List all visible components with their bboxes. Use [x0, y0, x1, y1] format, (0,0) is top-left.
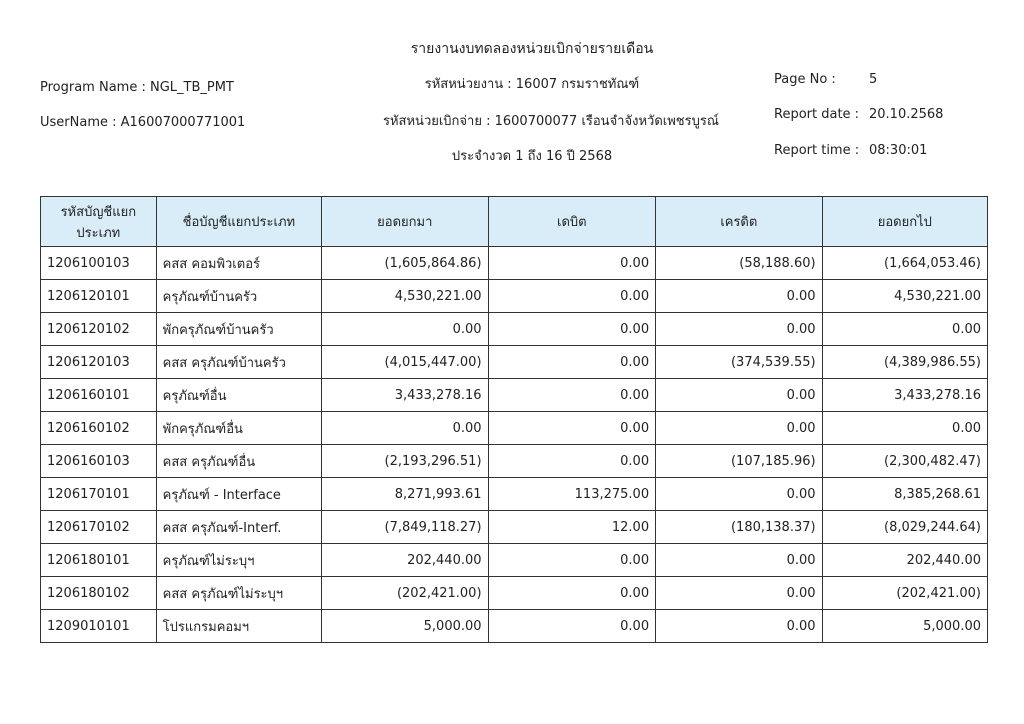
username: UserName : A16007000771001	[40, 115, 246, 130]
cell-account-name: พักครุภัณฑ์อื่น	[156, 412, 321, 445]
cell-account-code: 1209010101	[41, 610, 157, 643]
cell-credit: 0.00	[656, 577, 822, 610]
table-header-row	[41, 197, 988, 247]
table-row	[41, 346, 988, 379]
cell-opening-balance: (7,849,118.27)	[322, 511, 488, 544]
cell-account-code: 1206180101	[41, 544, 157, 577]
table-row	[41, 445, 988, 478]
cell-credit: (374,539.55)	[656, 346, 822, 379]
cell-debit: 0.00	[488, 346, 656, 379]
cell-closing-balance: 4,530,221.00	[822, 280, 987, 313]
report-period: ประจำงวด 1 ถึง 16 ปี 2568	[451, 149, 613, 164]
cell-closing-balance: (4,389,986.55)	[822, 346, 987, 379]
cell-account-name: คสส คอมพิวเตอร์	[156, 247, 321, 280]
cell-credit: (107,185.96)	[656, 445, 822, 478]
cell-opening-balance: 5,000.00	[322, 610, 488, 643]
header-account-code: รหัสบัญชีแยกประเภท	[41, 197, 157, 247]
header-credit: เครดิต	[656, 197, 822, 247]
cell-account-name: คสส ครุภัณฑ์บ้านครัว	[156, 346, 321, 379]
cell-account-code: 1206160101	[41, 379, 157, 412]
program-name: Program Name : NGL_TB_PMT	[40, 80, 234, 95]
agency-code: รหัสหน่วยงาน : 16007 กรมราชทัณฑ์	[424, 77, 640, 92]
report-date-label: Report date :	[774, 107, 860, 122]
cell-opening-balance: 8,271,993.61	[322, 478, 488, 511]
cell-account-code: 1206100103	[41, 247, 157, 280]
cell-account-name: คสส ครุภัณฑ์-Interf.	[156, 511, 321, 544]
cell-debit: 0.00	[488, 577, 656, 610]
table-row	[41, 610, 988, 643]
cell-account-name: โปรแกรมคอมฯ	[156, 610, 321, 643]
report-time-label: Report time :	[774, 143, 860, 158]
cell-debit: 0.00	[488, 610, 656, 643]
cell-credit: (180,138.37)	[656, 511, 822, 544]
cell-account-code: 1206120103	[41, 346, 157, 379]
cell-closing-balance: 5,000.00	[822, 610, 987, 643]
table-row	[41, 280, 988, 313]
cell-opening-balance: 202,440.00	[322, 544, 488, 577]
report-title: รายงานงบทดลองหน่วยเบิกจ่ายรายเดือน	[410, 41, 654, 57]
cell-account-code: 1206170102	[41, 511, 157, 544]
table-row	[41, 412, 988, 445]
cell-opening-balance: (202,421.00)	[322, 577, 488, 610]
table-body	[41, 247, 988, 643]
cell-closing-balance: (2,300,482.47)	[822, 445, 987, 478]
cell-debit: 0.00	[488, 412, 656, 445]
cell-account-code: 1206120102	[41, 313, 157, 346]
report-date: 20.10.2568	[869, 107, 944, 122]
report-time: 08:30:01	[869, 143, 928, 158]
cell-account-code: 1206160102	[41, 412, 157, 445]
cell-debit: 0.00	[488, 379, 656, 412]
cell-closing-balance: 202,440.00	[822, 544, 987, 577]
table-row	[41, 511, 988, 544]
cell-opening-balance: 0.00	[322, 313, 488, 346]
cell-account-name: คสส ครุภัณฑ์ไม่ระบุฯ	[156, 577, 321, 610]
cell-debit: 0.00	[488, 313, 656, 346]
cell-credit: 0.00	[656, 544, 822, 577]
cell-credit: 0.00	[656, 379, 822, 412]
table-row	[41, 379, 988, 412]
cell-account-name: พักครุภัณฑ์บ้านครัว	[156, 313, 321, 346]
table-row	[41, 544, 988, 577]
cell-credit: 0.00	[656, 412, 822, 445]
cell-closing-balance: 3,433,278.16	[822, 379, 987, 412]
cell-opening-balance: (1,605,864.86)	[322, 247, 488, 280]
cell-account-name: ครุภัณฑ์ - Interface	[156, 478, 321, 511]
cell-debit: 0.00	[488, 544, 656, 577]
cell-opening-balance: (2,193,296.51)	[322, 445, 488, 478]
cell-debit: 0.00	[488, 247, 656, 280]
header-opening-balance: ยอดยกมา	[322, 197, 488, 247]
cell-account-name: ครุภัณฑ์ไม่ระบุฯ	[156, 544, 321, 577]
cell-opening-balance: 0.00	[322, 412, 488, 445]
cell-debit: 0.00	[488, 445, 656, 478]
cell-closing-balance: 0.00	[822, 313, 987, 346]
cell-credit: 0.00	[656, 313, 822, 346]
cell-credit: (58,188.60)	[656, 247, 822, 280]
cell-opening-balance: 3,433,278.16	[322, 379, 488, 412]
cell-account-code: 1206180102	[41, 577, 157, 610]
trial-balance-table	[40, 196, 988, 643]
cell-account-code: 1206170101	[41, 478, 157, 511]
cell-debit: 12.00	[488, 511, 656, 544]
cell-account-code: 1206160103	[41, 445, 157, 478]
cell-credit: 0.00	[656, 280, 822, 313]
page-label: Page No :	[774, 72, 836, 87]
table-row	[41, 313, 988, 346]
cell-debit: 0.00	[488, 280, 656, 313]
header-account-name: ชื่อบัญชีแยกประเภท	[156, 197, 321, 247]
cell-credit: 0.00	[656, 610, 822, 643]
table-row	[41, 478, 988, 511]
cell-closing-balance: (1,664,053.46)	[822, 247, 987, 280]
page-number: 5	[869, 72, 878, 87]
cell-account-name: ครุภัณฑ์บ้านครัว	[156, 280, 321, 313]
cell-account-code: 1206120101	[41, 280, 157, 313]
disbursement-unit: รหัสหน่วยเบิกจ่าย : 1600700077 เรือนจำจังหวัดเพชรบูรณ์	[383, 114, 719, 129]
table-row	[41, 247, 988, 280]
cell-closing-balance: (8,029,244.64)	[822, 511, 987, 544]
cell-opening-balance: (4,015,447.00)	[322, 346, 488, 379]
table-row	[41, 577, 988, 610]
header-debit: เดบิต	[488, 197, 656, 247]
cell-account-name: คสส ครุภัณฑ์อื่น	[156, 445, 321, 478]
cell-closing-balance: (202,421.00)	[822, 577, 987, 610]
cell-credit: 0.00	[656, 478, 822, 511]
cell-closing-balance: 0.00	[822, 412, 987, 445]
header-closing-balance: ยอดยกไป	[822, 197, 987, 247]
cell-debit: 113,275.00	[488, 478, 656, 511]
cell-account-name: ครุภัณฑ์อื่น	[156, 379, 321, 412]
cell-opening-balance: 4,530,221.00	[322, 280, 488, 313]
cell-closing-balance: 8,385,268.61	[822, 478, 987, 511]
